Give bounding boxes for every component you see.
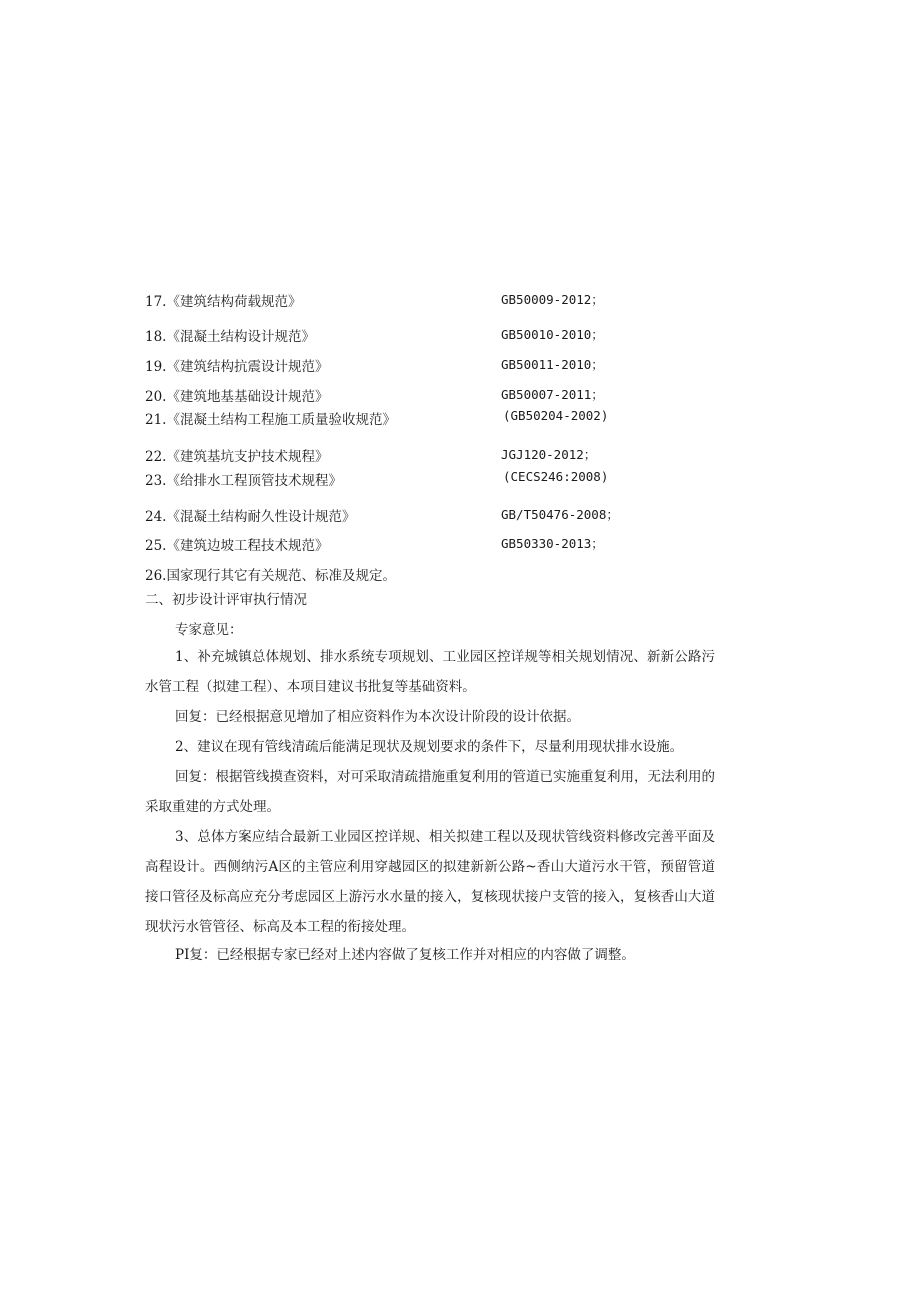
standard-item-25 bbox=[145, 534, 665, 554]
section-heading: 二、初步设计评审执行情况 bbox=[145, 592, 307, 608]
standard-code: (CECS246:2008) bbox=[503, 469, 609, 484]
standard-title: 25.《建筑边坡工程技术规范》 bbox=[145, 538, 329, 554]
standard-code: GB50010-2010； bbox=[501, 327, 604, 342]
opinion-2: 2、建议在现有管线清疏后能满足现状及规划要求的条件下，尽量利用现状排水设施。 bbox=[175, 739, 684, 755]
standard-item-21 bbox=[145, 408, 665, 428]
standard-title: 18.《混凝土结构设计规范》 bbox=[145, 329, 315, 345]
standard-code: GB50009-2012； bbox=[501, 292, 604, 307]
standard-code: GB50330-2013； bbox=[501, 536, 604, 551]
standard-title: 24.《混凝土结构耐久性设计规范》 bbox=[145, 509, 356, 525]
standard-item-24 bbox=[145, 505, 665, 525]
standard-item-22 bbox=[145, 445, 665, 465]
standard-item-20 bbox=[145, 385, 665, 405]
standard-item-26: 26.国家现行其它有关规范、标准及规定。 bbox=[145, 568, 396, 584]
standard-title: 22.《建筑基坑支护技术规程》 bbox=[145, 449, 329, 465]
standard-code: GB/T50476-2008； bbox=[501, 507, 619, 522]
standard-title: 17.《建筑结构荷载规范》 bbox=[145, 294, 302, 310]
standard-item-17 bbox=[145, 290, 665, 310]
standard-item-23 bbox=[145, 469, 665, 489]
standard-code: GB50011-2010； bbox=[501, 357, 604, 372]
standard-item-18 bbox=[145, 325, 665, 345]
opinion-3: 3、总体方案应结合最新工业园区控详规、相关拟建工程以及现状管线资料修改完善平面及高程设计。西侧纳污A区的主管应利用穿越园区的拟建新新公路~香山大道污水干管，预留管道接口管径及标高应充分考虑园区上游污水水量的接入，复核现状接户支管的接入，复核香山大道现状污水管管径、标高及本工程的衔接处理。 bbox=[145, 829, 715, 935]
standard-code: GB50007-2011； bbox=[501, 387, 604, 402]
reply-1: 回复：已经根据意见增加了相应资料作为本次设计阶段的设计依据。 bbox=[175, 709, 580, 725]
standard-title: 23.《给排水工程顶管技术规程》 bbox=[145, 473, 342, 489]
standard-title: 21.《混凝土结构工程施工质量验收规范》 bbox=[145, 412, 396, 428]
opinion-1: 1、补充城镇总体规划、排水系统专项规划、工业园区控详规等相关规划情况、新新公路污水管工程（拟建工程）、本项目建议书批复等基础资料。 bbox=[145, 649, 715, 695]
expert-opinion-label: 专家意见： bbox=[175, 622, 243, 638]
reply-3: PI复：已经根据专家已经对上述内容做了复核工作并对相应的内容做了调整。 bbox=[175, 947, 635, 963]
standard-code: (GB50204-2002) bbox=[503, 408, 609, 423]
standard-code: JGJ120-2012； bbox=[501, 447, 597, 462]
reply-2: 回复：根据管线摸查资料，对可采取清疏措施重复利用的管道已实施重复利用，无法利用的采取重建的方式处理。 bbox=[145, 769, 715, 815]
standard-title: 19.《建筑结构抗震设计规范》 bbox=[145, 359, 329, 375]
standard-item-19 bbox=[145, 355, 665, 375]
standard-title: 20.《建筑地基基础设计规范》 bbox=[145, 389, 329, 405]
